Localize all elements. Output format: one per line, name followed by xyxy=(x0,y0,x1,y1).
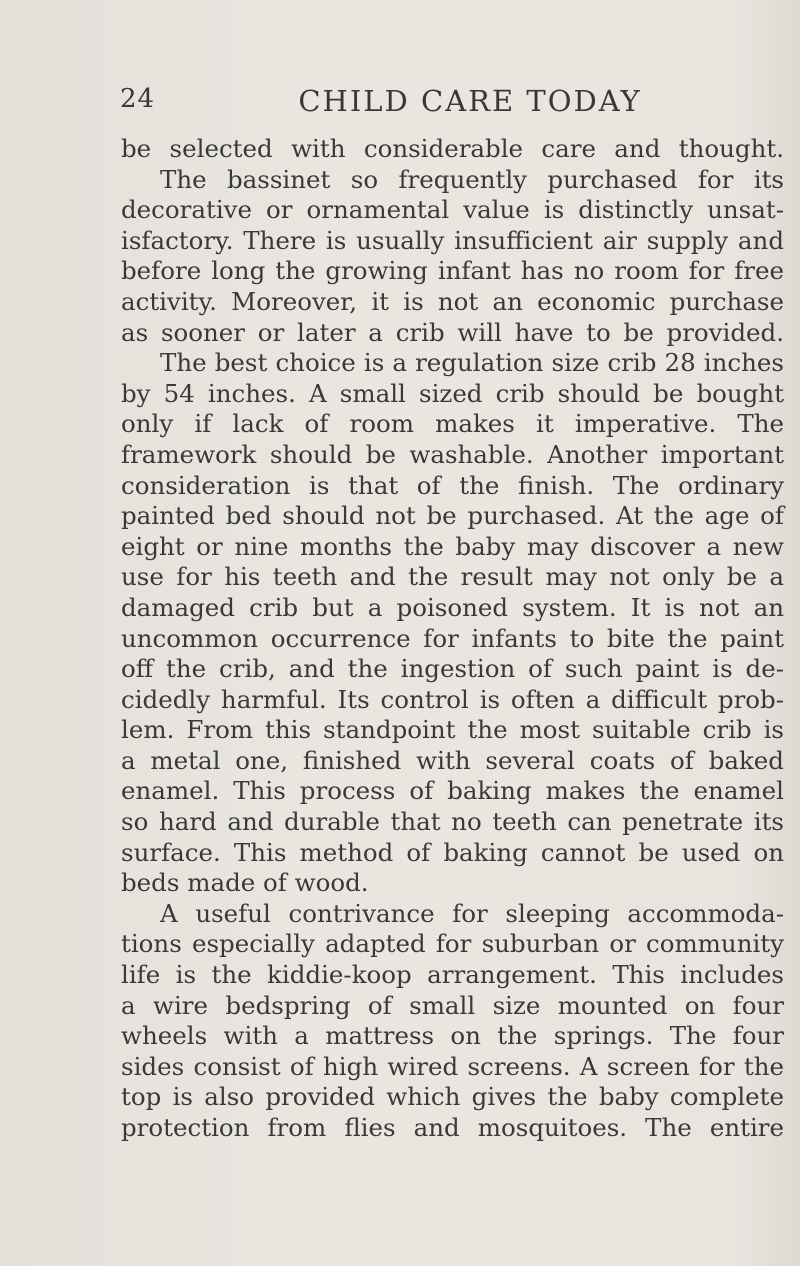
text-line: surface. This method of baking cannot be used on xyxy=(121,837,784,867)
text-line: life is the kiddie-koop arrangement. This includes xyxy=(121,960,784,990)
text-line: by 54 inches. A small sized crib should be bought xyxy=(121,378,784,408)
text-line: A useful contrivance for sleeping accommoda- xyxy=(160,898,784,928)
text-line: top is also provided which gives the baby complete xyxy=(121,1082,784,1112)
text-line: before long the growing infant has no room for free xyxy=(121,256,784,286)
running-title: CHILD CARE TODAY xyxy=(298,84,642,118)
text-line: beds made of wood. xyxy=(121,868,369,898)
page-header xyxy=(120,84,780,124)
text-line: eight or nine months the baby may discover a new xyxy=(121,531,784,561)
text-line: use for his teeth and the result may not only be a xyxy=(121,562,784,592)
text-line: The bassinet so frequently purchased for its xyxy=(160,164,784,194)
text-line: only if lack of room makes it imperative. The xyxy=(121,409,784,439)
text-line: a metal one, finished with several coats of baked xyxy=(121,745,784,775)
text-line: activity. Moreover, it is not an economic purchase xyxy=(121,286,784,316)
text-line: uncommon occurrence for infants to bite the paint xyxy=(121,623,784,653)
text-line: lem. From this standpoint the most suitable crib is xyxy=(121,715,784,745)
text-line: off the crib, and the ingestion of such paint is de- xyxy=(121,654,784,684)
text-line: wheels with a mattress on the springs. The four xyxy=(121,1021,784,1051)
text-line: decorative or ornamental value is distinctly unsat- xyxy=(121,195,784,225)
text-line: framework should be washable. Another important xyxy=(121,439,784,469)
page-number: 24 xyxy=(120,84,156,114)
text-line: tions especially adapted for suburban or community xyxy=(121,929,784,959)
text-line: be selected with considerable care and thought. xyxy=(121,134,784,163)
text-line: The best choice is a regulation size crib 28 inches xyxy=(160,348,784,378)
text-line: isfactory. There is usually insufficient air supply and xyxy=(121,225,784,255)
text-line: as sooner or later a crib will have to be provided. xyxy=(121,317,784,347)
text-line: painted bed should not be purchased. At the age of xyxy=(121,501,784,531)
text-line: so hard and durable that no teeth can penetrate its xyxy=(121,807,784,837)
body-text xyxy=(121,134,784,1144)
text-line: enamel. This process of baking makes the enamel xyxy=(121,776,784,806)
text-line: damaged crib but a poisoned system. It is not an xyxy=(121,592,784,622)
text-line: sides consist of high wired screens. A screen for the xyxy=(121,1051,784,1081)
text-line: cidedly harmful. Its control is often a difficult prob- xyxy=(121,684,784,714)
text-line: a wire bedspring of small size mounted on four xyxy=(121,990,784,1020)
text-line: consideration is that of the finish. The ordinary xyxy=(121,470,784,500)
text-line: protection from flies and mosquitoes. The entire xyxy=(121,1113,784,1142)
